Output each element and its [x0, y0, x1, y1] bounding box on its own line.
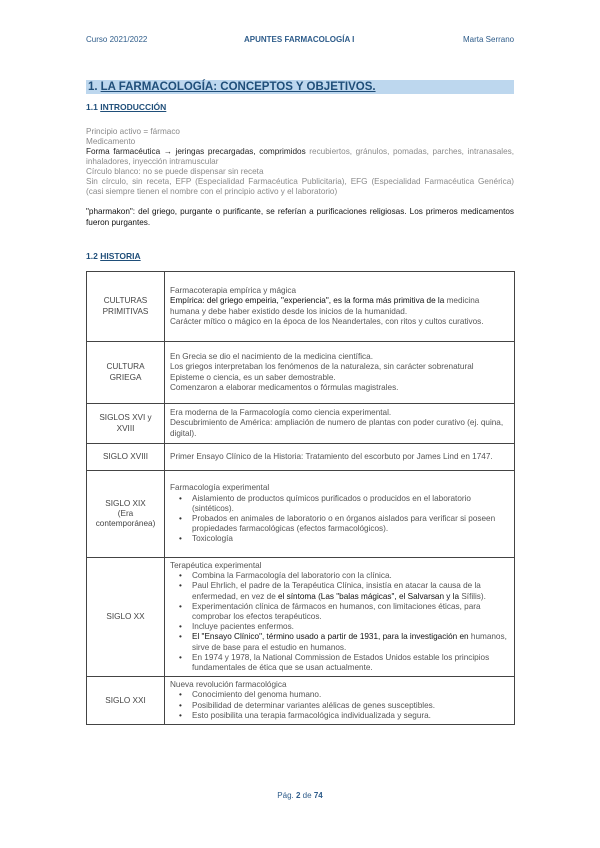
table-row — [87, 272, 515, 342]
list-item: • Toxicología — [192, 534, 509, 544]
cell-bold-text: Empírica: del griego empeiria, "experiencia", es la forma más primitiva de la — [170, 296, 445, 306]
current-page: 2 — [295, 791, 301, 800]
header-title: APUNTES FARMACOLOGÍA I — [244, 35, 355, 44]
era-label: SIGLO XX — [87, 558, 165, 677]
header-author: Marta Serrano — [463, 35, 515, 44]
era-label-line: (Era contemporánea) — [95, 508, 156, 529]
era-description — [165, 558, 515, 677]
subsection-intro-heading — [86, 102, 166, 112]
cell-line: Era moderna de la Farmacología como ciencia experimental. — [170, 408, 392, 418]
cell-text: Paul Ehrlich, el padre de la Terapéutica Clínica, insistía en atacar la causa de la enfermedad, en vez de — [192, 581, 481, 601]
section-title — [86, 80, 514, 94]
list-item: • En 1974 y 1978, la National Commission de Estados Unidos estable los principios fundamentales de ética que se usan actualmente. — [192, 653, 509, 673]
section-number: 1. — [88, 81, 98, 93]
list-item: • Incluye pacientes enfermos. — [192, 622, 509, 632]
list-item — [192, 632, 509, 652]
cell-line: Episteme o ciencia, es un saber demostrable. — [170, 372, 336, 382]
table-row — [87, 444, 515, 471]
era-description — [165, 677, 515, 725]
list-item: • Combina la Farmacología del laboratorio con la clínica. — [192, 571, 509, 581]
cell-text: humanos, sirve de base para el estudio en humanos. — [192, 632, 507, 652]
intro-light-text: recubiertos, gránulos, pomadas, parches, intranasales, inhaladores, inyección intramuscular — [86, 147, 514, 166]
cell-line: En Grecia se dio el nacimiento de la medicina científica. — [170, 352, 373, 362]
cell-line: Los griegos interpretaban los fenómenos de la naturaleza, sin carácter sobrenatural — [170, 362, 474, 372]
era-label: SIGLOS XVI y XVIII — [87, 404, 165, 444]
table-row — [87, 342, 515, 404]
cell-line: Farmacología experimental — [170, 483, 270, 493]
era-description — [165, 404, 515, 444]
era-label-line: SIGLO XIX — [105, 498, 146, 508]
subsection-title: HISTORIA — [100, 251, 141, 261]
list-item: • Conocimiento del genoma humano. — [192, 690, 509, 700]
pharmakon-paragraph: "pharmakon": del griego, purgante o purificante, se referían a purificaciones religiosas. Los primeros medicamentos fueron purgantes. — [86, 207, 514, 227]
total-pages: 74 — [313, 791, 323, 800]
table-row — [87, 558, 515, 677]
subsection-title: INTRODUCCIÓN — [100, 102, 167, 112]
header-course: Curso 2021/2022 — [86, 35, 148, 44]
subsection-number: 1.1 — [86, 102, 98, 112]
list-item — [192, 581, 509, 601]
era-description — [165, 342, 515, 404]
list-item: • Probados en animales de laboratorio o en órganos aislados para verificar si poseen propiedades farmacológicas (efectos farmacológicos). — [192, 514, 509, 534]
era-description — [165, 272, 515, 342]
subsection-history-heading — [86, 251, 141, 261]
page-footer — [0, 791, 600, 800]
era-label: SIGLO XVIII — [87, 444, 165, 471]
cell-bold-text: El "Ensayo Clínico", término usado a partir de 1931, para la investigación en — [192, 632, 469, 642]
cell-bold-text: el síntoma (Las "balas mágicas", el Salvarsan y la — [278, 591, 460, 601]
table-row — [87, 471, 515, 558]
intro-line — [86, 147, 514, 167]
table-row — [87, 677, 515, 725]
cell-line: Farmacoterapia empírica y mágica — [170, 286, 297, 296]
subsection-number: 1.2 — [86, 251, 98, 261]
intro-text — [86, 127, 514, 197]
era-description: Primer Ensayo Clínico de la Historia: Tratamiento del escorbuto por James Lind en 1747. — [165, 444, 515, 471]
intro-line: Círculo blanco: no se puede dispensar sin receta — [86, 167, 264, 176]
list-item: • Esto posibilita una terapia farmacológica individualizada y segura. — [192, 711, 509, 721]
section-title-text: LA FARMACOLOGÍA: CONCEPTOS Y OBJETIVOS. — [100, 81, 376, 93]
footer-label: Pág. — [277, 791, 294, 800]
era-label: CULTURAS PRIMITIVAS — [87, 272, 165, 342]
cell-text: medicina humana y debe haber existido desde los inicios de la humanidad. — [170, 296, 480, 316]
cell-text: Sífilis). — [459, 591, 486, 601]
cell-line: Comenzaron a elaborar medicamentos o fórmulas magistrales. — [170, 382, 399, 392]
intro-dark-text: Forma farmacéutica → jeringas precargadas, comprimidos — [86, 147, 306, 156]
intro-line: Principio activo = fármaco — [86, 127, 180, 136]
list-item: • Aislamiento de productos químicos purificados o producidos en el laboratorio (sintéticos). — [192, 494, 509, 514]
intro-line: Medicamento — [86, 137, 136, 146]
cell-line: Descubrimiento de América: ampliación de numero de plantas con poder curativo (ej. quina, digital). — [170, 418, 504, 438]
era-description — [165, 471, 515, 558]
era-label — [87, 471, 165, 558]
list-item: • Posibilidad de determinar variantes alélicas de genes susceptibles. — [192, 701, 509, 711]
era-label: CULTURA GRIEGA — [87, 342, 165, 404]
intro-line: Sin círculo, sin receta, EFP (Especialidad Farmacéutica Publicitaria), EFG (Especialidad Farmacéutica Genérica) (casi siempre tienen el nombre con el principio activo y el laboratorio) — [86, 177, 514, 196]
list-item: • Experimentación clínica de fármacos en humanos, con limitaciones éticas, para comprobar los efectos terapéuticos. — [192, 602, 509, 622]
cell-line: Nueva revolución farmacológica — [170, 680, 287, 690]
table-row — [87, 404, 515, 444]
era-label: SIGLO XXI — [87, 677, 165, 725]
footer-label: de — [302, 791, 312, 800]
cell-line: Terapéutica experimental — [170, 561, 262, 570]
history-table — [86, 271, 515, 725]
cell-line: Carácter mítico o mágico en la época de los Neandertales, con ritos y cultos curativos. — [170, 316, 484, 326]
